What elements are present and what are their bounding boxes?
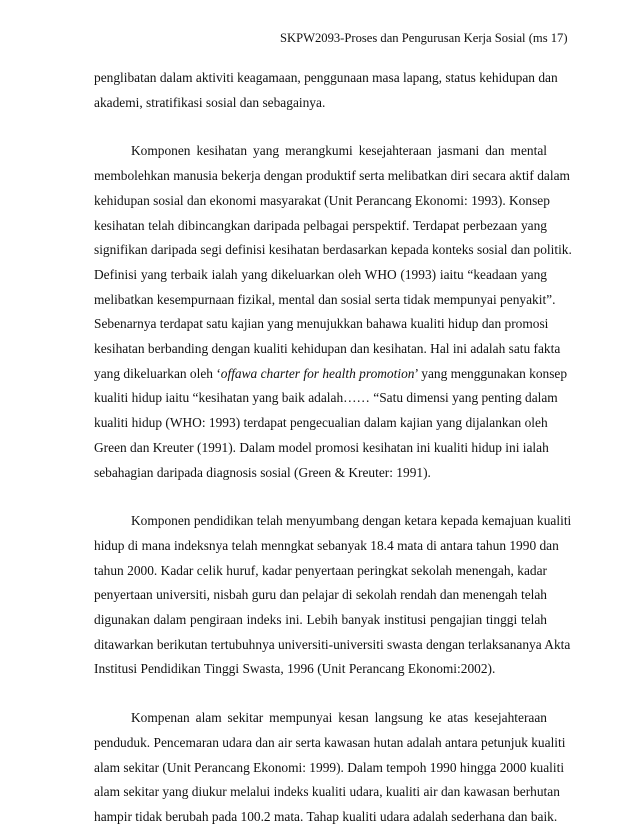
text-line: Komponen kesihatan yang merangkumi kesejahteraan jasmani dan mental xyxy=(131,143,547,159)
text-line: kualiti hidup iaitu “kesihatan yang baik adalah…… “Satu dimensi yang penting dalam xyxy=(94,390,558,406)
text-line: hampir tidak berubah pada 100.2 mata. Tahap kualiti udara adalah sederhana dan baik. xyxy=(94,808,558,824)
text-line: alam sekitar (Unit Perancang Ekonomi: 1999). Dalam tempoh 1990 hingga 2000 kualiti xyxy=(94,759,565,775)
text-line: kesihatan telah dibincangkan daripada pelbagai perspektif. Terdapat perbezaan yang xyxy=(94,217,547,233)
text-segment: ’ yang menggunakan konsep xyxy=(414,365,568,381)
text-line: penyertaan universiti, nisbah guru dan pelajar di sekolah rendah dan menengah telah xyxy=(94,587,547,603)
text-line: kehidupan sosial dan ekonomi masyarakat (Unit Perancang Ekonomi: 1993). Konsep xyxy=(94,192,550,208)
text-line: hidup di mana indeksnya telah menngkat sebanyak 18.4 mata di antara tahun 1990 dan xyxy=(94,537,559,553)
document-body xyxy=(94,66,572,830)
text-line: Green dan Kreuter (1991). Dalam model promosi kesihatan ini kualiti hidup ini ialah xyxy=(94,439,549,455)
text-line: signifikan daripada segi definisi kesihatan berdasarkan kepada konteks sosial dan politik. xyxy=(94,242,572,258)
text-segment: yang dikeluarkan oleh ‘ xyxy=(94,365,221,381)
text-line: alam sekitar yang diukur melalui indeks kualiti udara, kualiti air dan kawasan berhutan xyxy=(94,784,560,800)
text-line: sebahagian daripada diagnosis sosial (Green & Kreuter: 1991). xyxy=(94,464,431,480)
text-line: penduduk. Pencemaran udara dan air serta kawasan hutan adalah antara petunjuk kualiti xyxy=(94,734,566,750)
text-line: kesihatan berbanding dengan kualiti kehidupan dan kesihatan. Hal ini adalah satu fakta xyxy=(94,341,561,357)
text-line: penglibatan dalam aktiviti keagamaan, penggunaan masa lapang, status kehidupan dan xyxy=(94,70,558,85)
paragraph-2 xyxy=(94,139,572,485)
text-line: digunakan dalam pengiraan indeks ini. Lebih banyak institusi pengajian tinggi telah xyxy=(94,612,547,628)
page-header: SKPW2093-Proses dan Pengurusan Kerja Sosial (ms 17) xyxy=(280,31,568,45)
italic-title: offawa charter for health promotion xyxy=(220,365,415,381)
text-line: kualiti hidup (WHO: 1993) terdapat pengecualian dalam kajian yang dijalankan oleh xyxy=(94,415,548,431)
paragraph-3 xyxy=(94,509,572,682)
paragraph-4 xyxy=(94,706,566,830)
text-line: Definisi yang terbaik ialah yang dikeluarkan oleh WHO (1993) iaitu “keadaan yang xyxy=(94,266,547,282)
paragraph-1 xyxy=(94,66,558,115)
text-line: Sebenarnya terdapat satu kajian yang menujukkan bahawa kualiti hidup dan promosi xyxy=(94,316,549,332)
text-line: ditawarkan berikutan tertubuhnya universiti-universiti swasta dengan terlaksananya Akta xyxy=(94,636,571,652)
text-line-with-italic xyxy=(94,362,568,387)
text-line: akademi, stratifikasi sosial dan sebagainya. xyxy=(94,94,326,110)
text-line: Institusi Pendidikan Tinggi Swasta, 1996 (Unit Perancang Ekonomi:2002). xyxy=(94,661,496,677)
text-line: melibatkan kesempurnaan fizikal, mental dan sosial serta tidak mempunyai penyakit”. xyxy=(94,291,556,307)
text-line: membolehkan manusia bekerja dengan produktif serta melibatkan diri secara aktif dalam xyxy=(94,168,570,184)
text-line: Kompenan alam sekitar mempunyai kesan langsung ke atas kesejahteraan xyxy=(131,710,547,726)
text-line: tahun 2000. Kadar celik huruf, kadar penyertaan peringkat sekolah menengah, kadar xyxy=(94,562,547,578)
text-line: Komponen pendidikan telah menyumbang dengan ketara kepada kemajuan kualiti xyxy=(131,513,572,529)
